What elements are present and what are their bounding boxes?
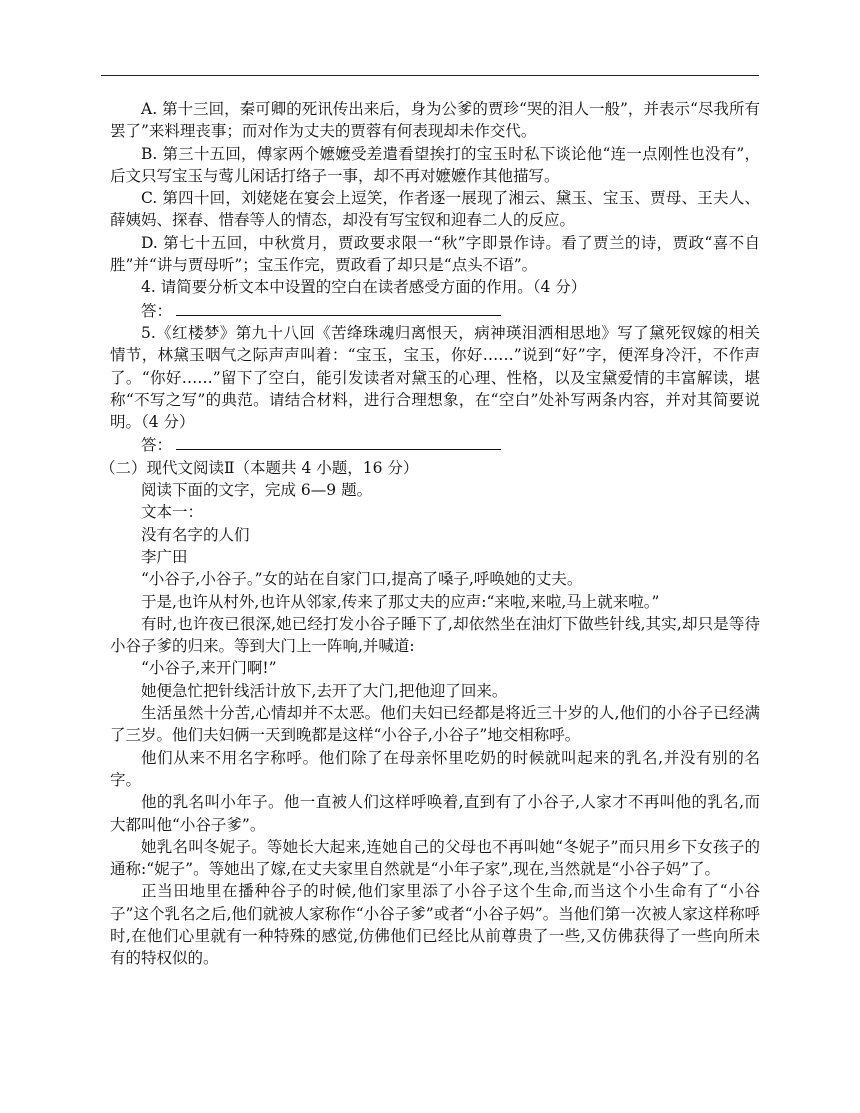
answer-line-5 [110,433,760,456]
story-paragraph: 她乳名叫冬妮子。等她长大起来,连她自己的父母也不再叫她“冬妮子”而只用乡下女孩子的通称:“妮子”。等她出了嫁,在丈夫家里自然就是“小年子家”,现在,当然就是“小谷子妈”了。 [110,837,760,879]
story-paragraph: 有时,也许夜已很深,她已经打发小谷子睡下了,却依然坐在油灯下做些针线,其实,却只是等待小谷子爹的归来。等到大门上一阵响,并喊道: [110,614,760,656]
option-c-text: C. 第四十回，刘姥姥在宴会上逗笑，作者逐一展现了湘云、黛玉、宝玉、贾母、王夫人、薛姨妈、探春、惜春等人的情态，却没有写宝钗和迎春二人的反应。 [110,189,760,230]
answer-label: 答： [141,301,173,320]
instruction-text: 阅读下面的文字，完成 6—9 题。 [141,481,373,500]
header-rule [101,75,759,76]
option-b-text: B. 第三十五回，傅家两个嬷嬷受差遣看望挨打的宝玉时私下谈论他“连一点刚性也没有”，后文只写宝玉与莺儿闲话打络子一事，却不再对嬷嬷作其他描写。 [110,144,760,185]
answer-line-4 [110,299,760,322]
story-paragraph: 正当田地里在播种谷子的时候,他们家里添了小谷子这个生命,而当这个小生命有了“小谷子”这个乳名之后,他们就被人家称作“小谷子爹”或者“小谷子妈”。当他们第一次被人家这样称呼时,在他们心里就有一种特殊的感觉,仿佛他们已经比从前尊贵了一些,又仿佛获得了一些向所未有的特权似的。 [110,882,760,968]
section-heading: （二）现代文阅读Ⅱ（本题共 4 小题，16 分） [100,458,419,477]
answer-label: 答： [141,436,173,455]
answer-blank[interactable] [176,299,501,316]
answer-blank[interactable] [176,433,501,450]
story-paragraph: 她便急忙把针线活计放下,去开了大门,把他迎了回来。 [141,681,508,700]
story-paragraph: “小谷子,来开门啊!” [141,659,277,678]
option-d-text: D. 第七十五回，中秋赏月，贾政要求限一“秋”字即景作诗。看了贾兰的诗，贾政“喜不自胜”并“讲与贾母听”；宝玉作完，贾政看了却只是“点头不语”。 [110,233,760,275]
story-paragraph: 于是,也许从村外,也许从邻家,传来了那丈夫的应声:“来啦,来啦,马上就来啦。” [141,592,660,611]
story-paragraph: 生活虽然十分苦,心情却并不太恶。他们夫妇已经都是将近三十岁的人,他们的小谷子已经满了三岁。他们夫妇俩一天到晚都是这样“小谷子,小谷子”地交相称呼。 [110,704,760,745]
question-4-text: 4. 请简要分析文本中设置的空白在读者感受方面的作用。（4 分） [141,278,587,297]
story-paragraph: 他的乳名叫小年子。他一直被人们这样呼唤着,直到有了小谷子,人家才不再叫他的乳名,而大都叫他“小谷子爹”。 [110,793,760,834]
story-paragraph: “小谷子,小谷子。”女的站在自家门口,提高了嗓子,呼唤她的丈夫。 [141,570,583,589]
text-label: 文本一： [141,503,204,522]
story-title: 没有名字的人们 [141,525,250,544]
question-5-text: 5.《红楼梦》第九十八回《苦绛珠魂归离恨天，病神瑛泪洒相思地》写了黛死钗嫁的相关情节，林黛玉咽气之际声声叫着：“宝玉，宝玉，你好……”说到“好”字，便浑身冷汗，不作声了。“你好……”留下了空白，能引发读者对黛玉的心理、性格，以及宝黛爱情的丰富解读，堪称“不写之写”的典范。请结合材料，进行合理想象，在“空白”处补写两条内容，并对其简要说明。（4 分） [110,323,760,432]
story-paragraph: 他们从来不用名字称呼。他们除了在母亲怀里吃奶的时候就叫起来的乳名,并没有别的名字。 [110,748,760,789]
document-body [100,98,760,970]
option-a-text: A. 第十三回，秦可卿的死讯传出来后，身为公爹的贾珍“哭的泪人一般”，并表示“尽我所有罢了”来料理丧事；而对作为丈夫的贾蓉有何表现却未作交代。 [110,100,760,141]
story-author: 李广田 [141,547,188,566]
